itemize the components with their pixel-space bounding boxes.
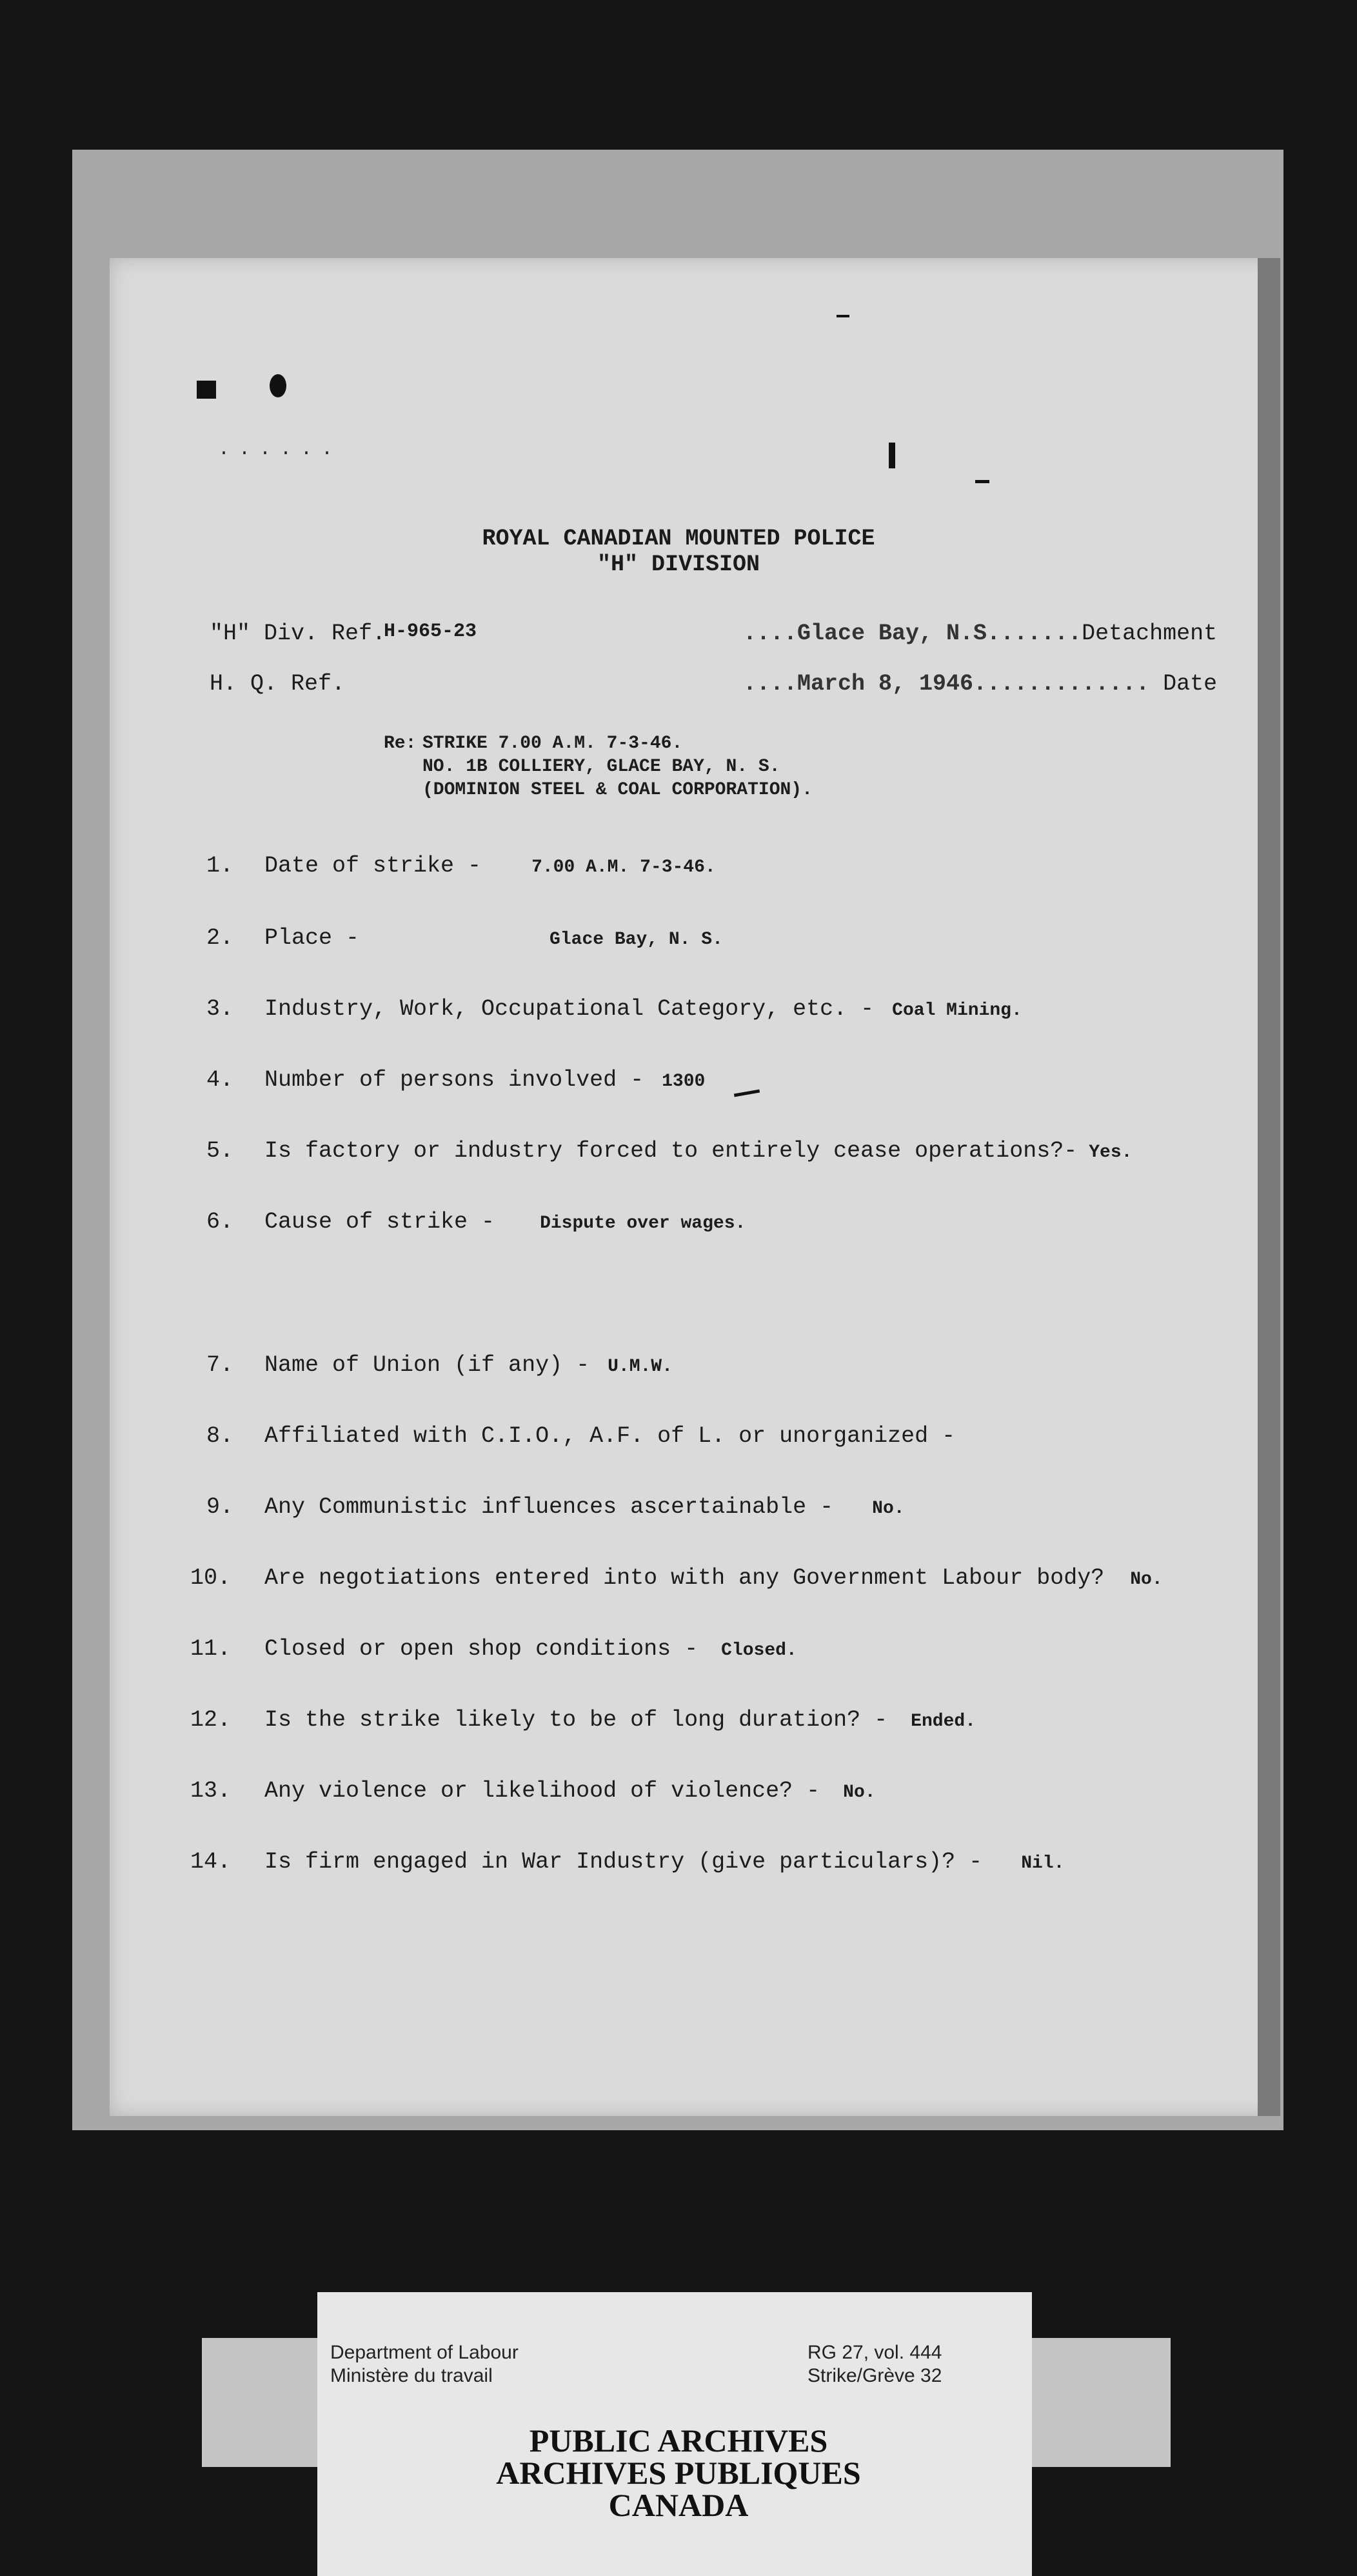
item-row: [206, 1209, 746, 1235]
ink-mark: [975, 480, 989, 483]
item-question: Place -: [264, 925, 360, 951]
item-number: 1.: [206, 853, 234, 879]
item-question: Date of strike -: [264, 853, 482, 879]
date-label: Date: [1163, 671, 1218, 697]
subject-line-3: (DOMINION STEEL & COAL CORPORATION).: [422, 780, 813, 800]
hq-ref-label: H. Q. Ref.: [210, 671, 346, 697]
item-answer: Glace Bay, N. S.: [550, 930, 723, 950]
item-row: [206, 1494, 905, 1520]
item-answer: No.: [872, 1499, 905, 1519]
archives-country: CANADA: [608, 2487, 749, 2523]
subject-line-2: NO. 1B COLLIERY, GLACE BAY, N. S.: [422, 757, 780, 777]
dotted-mark: ......: [218, 439, 342, 461]
ink-mark: [270, 374, 286, 397]
date-value: ....March 8, 1946.............: [743, 671, 1150, 697]
item-number: 10.: [190, 1565, 232, 1591]
item-row: [206, 1423, 973, 1449]
item-number: 12.: [190, 1707, 232, 1733]
item-row: [190, 1565, 1163, 1591]
ink-mark: [889, 443, 895, 468]
department-block: [330, 2341, 519, 2388]
item-answer: No.: [1130, 1570, 1163, 1590]
item-number: 6.: [206, 1209, 234, 1235]
item-question: Cause of strike -: [264, 1209, 495, 1235]
item-answer: 7.00 A.M. 7-3-46.: [531, 857, 716, 877]
item-number: 11.: [190, 1636, 232, 1662]
item-question: Industry, Work, Occupational Category, etc. -: [264, 996, 875, 1022]
item-row: [206, 996, 1022, 1022]
record-group: RG 27, vol. 444: [807, 2342, 942, 2363]
archives-stamp: [0, 2424, 1357, 2521]
item-question: Affiliated with C.I.O., A.F. of L. or unorganized -: [264, 1423, 956, 1449]
detachment-label: Detachment: [1082, 621, 1218, 646]
item-question: Any Communistic influences ascertainable -: [264, 1494, 834, 1520]
subject-line-1: STRIKE 7.00 A.M. 7-3-46.: [422, 734, 683, 754]
department-en: Department of Labour: [330, 2342, 519, 2363]
item-question: Any violence or likelihood of violence? -: [264, 1778, 820, 1804]
item-row: [190, 1849, 1064, 1875]
item-question: Number of persons involved -: [264, 1067, 644, 1093]
date-line: [743, 671, 1217, 697]
subject-block: [384, 732, 813, 802]
item-number: 5.: [206, 1138, 234, 1164]
item-question: Are negotiations entered into with any Government Labour body?: [264, 1565, 1105, 1591]
item-row: [190, 1778, 876, 1804]
div-ref-label: "H" Div. Ref.: [210, 621, 386, 646]
item-row: [190, 1707, 976, 1733]
item-question: Name of Union (if any) -: [264, 1352, 590, 1378]
item-row: [206, 1138, 1132, 1164]
detachment-value: ....Glace Bay, N.S.......: [743, 621, 1082, 646]
item-row: [206, 1067, 705, 1093]
item-number: 2.: [206, 925, 234, 951]
item-answer: 1300: [662, 1072, 706, 1092]
item-row: [206, 853, 716, 879]
strike-number: Strike/Grève 32: [807, 2365, 942, 2386]
item-answer: Closed.: [721, 1641, 797, 1661]
item-number: 4.: [206, 1067, 234, 1093]
item-answer: Coal Mining.: [892, 1001, 1022, 1021]
item-question: Closed or open shop conditions -: [264, 1636, 698, 1662]
item-number: 8.: [206, 1423, 234, 1449]
org-heading: ROYAL CANADIAN MOUNTED POLICE: [482, 526, 875, 552]
item-question: Is factory or industry forced to entirely cease operations?-: [264, 1138, 1078, 1164]
division-heading: "H" DIVISION: [597, 552, 760, 577]
archives-fr: ARCHIVES PUBLIQUES: [496, 2455, 861, 2491]
item-answer: Ended.: [911, 1712, 976, 1732]
item-number: 9.: [206, 1494, 234, 1520]
detachment-line: [743, 621, 1217, 646]
archives-en: PUBLIC ARCHIVES: [529, 2422, 828, 2459]
item-row: [190, 1636, 797, 1662]
item-number: 3.: [206, 996, 234, 1022]
div-ref-value: H-965-23: [384, 621, 477, 643]
ink-mark: [197, 381, 216, 399]
re-label: Re:: [384, 734, 417, 754]
item-answer: Nil.: [1021, 1853, 1065, 1873]
item-number: 14.: [190, 1849, 232, 1875]
ink-mark: [837, 315, 849, 317]
item-answer: U.M.W.: [608, 1357, 673, 1377]
item-number: 13.: [190, 1778, 232, 1804]
item-answer: Dispute over wages.: [540, 1213, 746, 1233]
item-question: Is the strike likely to be of long duration? -: [264, 1707, 888, 1733]
record-group-block: [807, 2341, 942, 2388]
item-row: [206, 925, 723, 951]
item-answer: No.: [843, 1782, 876, 1802]
department-fr: Ministère du travail: [330, 2365, 493, 2386]
item-answer: Yes.: [1089, 1143, 1133, 1163]
item-row: [206, 1352, 673, 1378]
item-number: 7.: [206, 1352, 234, 1378]
item-question: Is firm engaged in War Industry (give particulars)? -: [264, 1849, 983, 1875]
